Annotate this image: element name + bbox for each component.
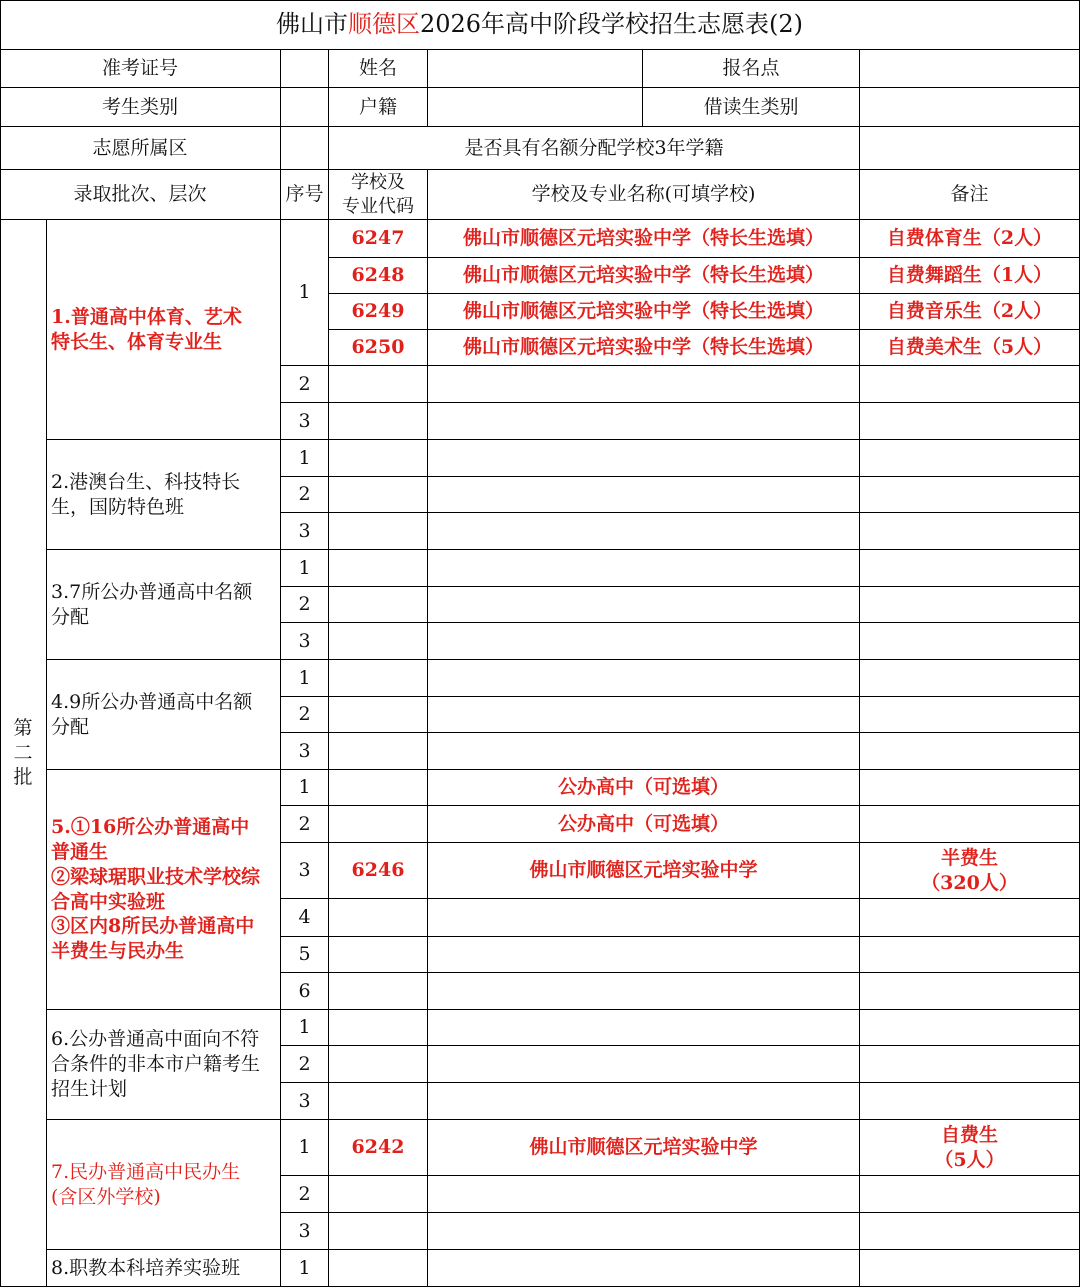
- seq-cell: 2: [281, 1046, 329, 1083]
- remark-cell[interactable]: [860, 1250, 1080, 1287]
- school-cell[interactable]: 公办高中（可选填）: [428, 806, 860, 843]
- school-cell[interactable]: [428, 440, 860, 477]
- code-cell[interactable]: 6247: [329, 220, 428, 258]
- code-cell[interactable]: [329, 806, 428, 843]
- remark-cell[interactable]: 自费体育生（2人）: [860, 220, 1080, 258]
- school-cell[interactable]: [428, 623, 860, 660]
- title-suffix: 2026年高中阶段学校招生志愿表(2): [419, 9, 804, 38]
- name-field[interactable]: [428, 50, 643, 88]
- school-cell[interactable]: 佛山市顺德区元培实验中学（特长生选填）: [428, 220, 860, 258]
- code-cell[interactable]: [329, 623, 428, 660]
- school-cell[interactable]: [428, 1250, 860, 1287]
- code-cell[interactable]: [329, 697, 428, 733]
- exam-no-field[interactable]: [281, 50, 329, 88]
- header-remark: 备注: [860, 170, 1080, 220]
- school-cell[interactable]: [428, 697, 860, 733]
- code-cell[interactable]: [329, 550, 428, 587]
- title-district: 顺德区: [347, 9, 420, 38]
- remark-cell[interactable]: [860, 587, 1080, 623]
- category-label: 3.7所公办普通高中名额 分配: [47, 550, 281, 660]
- code-cell[interactable]: [329, 440, 428, 477]
- category-label: 7.民办普通高中民办生 (含区外学校): [47, 1120, 281, 1250]
- seq-cell: 2: [281, 1176, 329, 1213]
- reg-point-label: 报名点: [643, 50, 860, 88]
- category-label: 1.普通高中体育、艺术 特长生、体育专业生: [47, 220, 281, 440]
- seq-cell: 2: [281, 806, 329, 843]
- remark-cell[interactable]: [860, 697, 1080, 733]
- school-cell[interactable]: [428, 1176, 860, 1213]
- batch-label: 第 二 批: [0, 220, 47, 1287]
- seq-cell: 1: [281, 1250, 329, 1287]
- form-title: [0, 0, 1080, 50]
- seq-cell: 1: [281, 220, 329, 366]
- exam-no-label: 准考证号: [0, 50, 281, 88]
- school-cell[interactable]: [428, 477, 860, 513]
- seq-cell: 1: [281, 550, 329, 587]
- code-cell[interactable]: [329, 1213, 428, 1250]
- category-label: 6.公办普通高中面向不符 合条件的非本市户籍考生 招生计划: [47, 1010, 281, 1120]
- header-seq: 序号: [281, 170, 329, 220]
- household-label: 户籍: [329, 88, 428, 127]
- school-cell[interactable]: 公办高中（可选填）: [428, 770, 860, 806]
- remark-cell[interactable]: [860, 1213, 1080, 1250]
- reg-point-field[interactable]: [860, 50, 1080, 88]
- seq-cell: 6: [281, 973, 329, 1010]
- borrow-type-field[interactable]: [860, 88, 1080, 127]
- school-cell[interactable]: [428, 1010, 860, 1046]
- code-cell[interactable]: [329, 660, 428, 697]
- candidate-type-field[interactable]: [281, 88, 329, 127]
- school-cell[interactable]: [428, 403, 860, 440]
- school-cell[interactable]: [428, 1213, 860, 1250]
- school-cell[interactable]: [428, 937, 860, 973]
- seq-cell: 2: [281, 587, 329, 623]
- code-cell[interactable]: 6248: [329, 258, 428, 294]
- code-cell[interactable]: [329, 937, 428, 973]
- code-cell[interactable]: [329, 973, 428, 1010]
- seq-cell: 3: [281, 623, 329, 660]
- seq-cell: 1: [281, 440, 329, 477]
- seq-cell: 5: [281, 937, 329, 973]
- seq-cell: 1: [281, 1010, 329, 1046]
- seq-cell: 3: [281, 1083, 329, 1120]
- school-cell[interactable]: [428, 513, 860, 550]
- school-cell[interactable]: [428, 587, 860, 623]
- school-cell[interactable]: [428, 366, 860, 403]
- candidate-type-label: 考生类别: [0, 88, 281, 127]
- remark-cell[interactable]: [860, 660, 1080, 697]
- remark-cell[interactable]: [860, 440, 1080, 477]
- school-cell[interactable]: [428, 550, 860, 587]
- remark-cell[interactable]: [860, 937, 1080, 973]
- seq-cell: 2: [281, 697, 329, 733]
- code-cell[interactable]: [329, 1083, 428, 1120]
- seq-cell: 2: [281, 477, 329, 513]
- remark-cell[interactable]: 自费舞蹈生（1人）: [860, 258, 1080, 294]
- school-cell[interactable]: [428, 1046, 860, 1083]
- district-label: 志愿所属区: [0, 127, 281, 170]
- school-cell[interactable]: [428, 973, 860, 1010]
- remark-cell[interactable]: [860, 973, 1080, 1010]
- household-field[interactable]: [428, 88, 643, 127]
- remark-cell[interactable]: [860, 403, 1080, 440]
- school-cell[interactable]: [428, 660, 860, 697]
- code-cell[interactable]: [329, 1046, 428, 1083]
- code-cell[interactable]: [329, 403, 428, 440]
- seq-cell: 1: [281, 1120, 329, 1176]
- code-cell[interactable]: [329, 770, 428, 806]
- category-label: 5.①16所公办普通高中 普通生 ②梁球琚职业技术学校综 合高中实验班 ③区内8所民办普通高中 半费生与民办生: [47, 770, 281, 1010]
- category-label: 4.9所公办普通高中名额 分配: [47, 660, 281, 770]
- code-cell[interactable]: 6242: [329, 1120, 428, 1176]
- code-cell[interactable]: [329, 1010, 428, 1046]
- seq-cell: 3: [281, 733, 329, 770]
- header-school: 学校及专业名称(可填学校): [428, 170, 860, 220]
- remark-cell[interactable]: [860, 1010, 1080, 1046]
- seq-cell: 1: [281, 770, 329, 806]
- code-cell[interactable]: [329, 899, 428, 937]
- seq-cell: 4: [281, 899, 329, 937]
- code-cell[interactable]: 6246: [329, 843, 428, 899]
- remark-cell[interactable]: [860, 513, 1080, 550]
- seq-cell: 3: [281, 513, 329, 550]
- name-label: 姓名: [329, 50, 428, 88]
- title-prefix: 佛山市: [275, 9, 348, 38]
- remark-cell[interactable]: [860, 623, 1080, 660]
- seq-cell: 3: [281, 843, 329, 899]
- remark-cell[interactable]: [860, 770, 1080, 806]
- category-label: 2.港澳台生、科技特长 生，国防特色班: [47, 440, 281, 550]
- school-cell[interactable]: 佛山市顺德区元培实验中学: [428, 843, 860, 899]
- category-label: 8.职教本科培养实验班: [47, 1250, 281, 1287]
- remark-cell[interactable]: [860, 899, 1080, 937]
- remark-cell[interactable]: [860, 1046, 1080, 1083]
- district-field[interactable]: [281, 127, 329, 170]
- school-cell[interactable]: [428, 899, 860, 937]
- code-cell[interactable]: [329, 1250, 428, 1287]
- quota-field[interactable]: [860, 127, 1080, 170]
- remark-cell[interactable]: [860, 550, 1080, 587]
- remark-cell[interactable]: 自费美术生（5人）: [860, 330, 1080, 366]
- remark-cell[interactable]: [860, 806, 1080, 843]
- seq-cell: 3: [281, 1213, 329, 1250]
- remark-cell[interactable]: [860, 477, 1080, 513]
- remark-cell[interactable]: 半费生 （320人）: [860, 843, 1080, 899]
- code-cell[interactable]: [329, 587, 428, 623]
- school-cell[interactable]: [428, 733, 860, 770]
- code-cell[interactable]: 6249: [329, 294, 428, 330]
- code-cell[interactable]: [329, 1176, 428, 1213]
- remark-cell[interactable]: 自费音乐生（2人）: [860, 294, 1080, 330]
- remark-cell[interactable]: [860, 1083, 1080, 1120]
- header-code: 学校及 专业代码: [329, 170, 428, 220]
- school-cell[interactable]: 佛山市顺德区元培实验中学（特长生选填）: [428, 294, 860, 330]
- borrow-type-label: 借读生类别: [643, 88, 860, 127]
- seq-cell: 2: [281, 366, 329, 403]
- school-cell[interactable]: [428, 1083, 860, 1120]
- remark-cell[interactable]: [860, 1176, 1080, 1213]
- header-batch: 录取批次、层次: [0, 170, 281, 220]
- school-cell[interactable]: 佛山市顺德区元培实验中学（特长生选填）: [428, 258, 860, 294]
- code-cell[interactable]: [329, 366, 428, 403]
- school-cell[interactable]: 佛山市顺德区元培实验中学（特长生选填）: [428, 330, 860, 366]
- seq-cell: 3: [281, 403, 329, 440]
- code-cell[interactable]: [329, 477, 428, 513]
- remark-cell[interactable]: 自费生 （5人）: [860, 1120, 1080, 1176]
- code-cell[interactable]: [329, 513, 428, 550]
- code-cell[interactable]: [329, 733, 428, 770]
- seq-cell: 1: [281, 660, 329, 697]
- school-cell[interactable]: 佛山市顺德区元培实验中学: [428, 1120, 860, 1176]
- remark-cell[interactable]: [860, 366, 1080, 403]
- quota-label: 是否具有名额分配学校3年学籍: [329, 127, 860, 170]
- code-cell[interactable]: 6250: [329, 330, 428, 366]
- remark-cell[interactable]: [860, 733, 1080, 770]
